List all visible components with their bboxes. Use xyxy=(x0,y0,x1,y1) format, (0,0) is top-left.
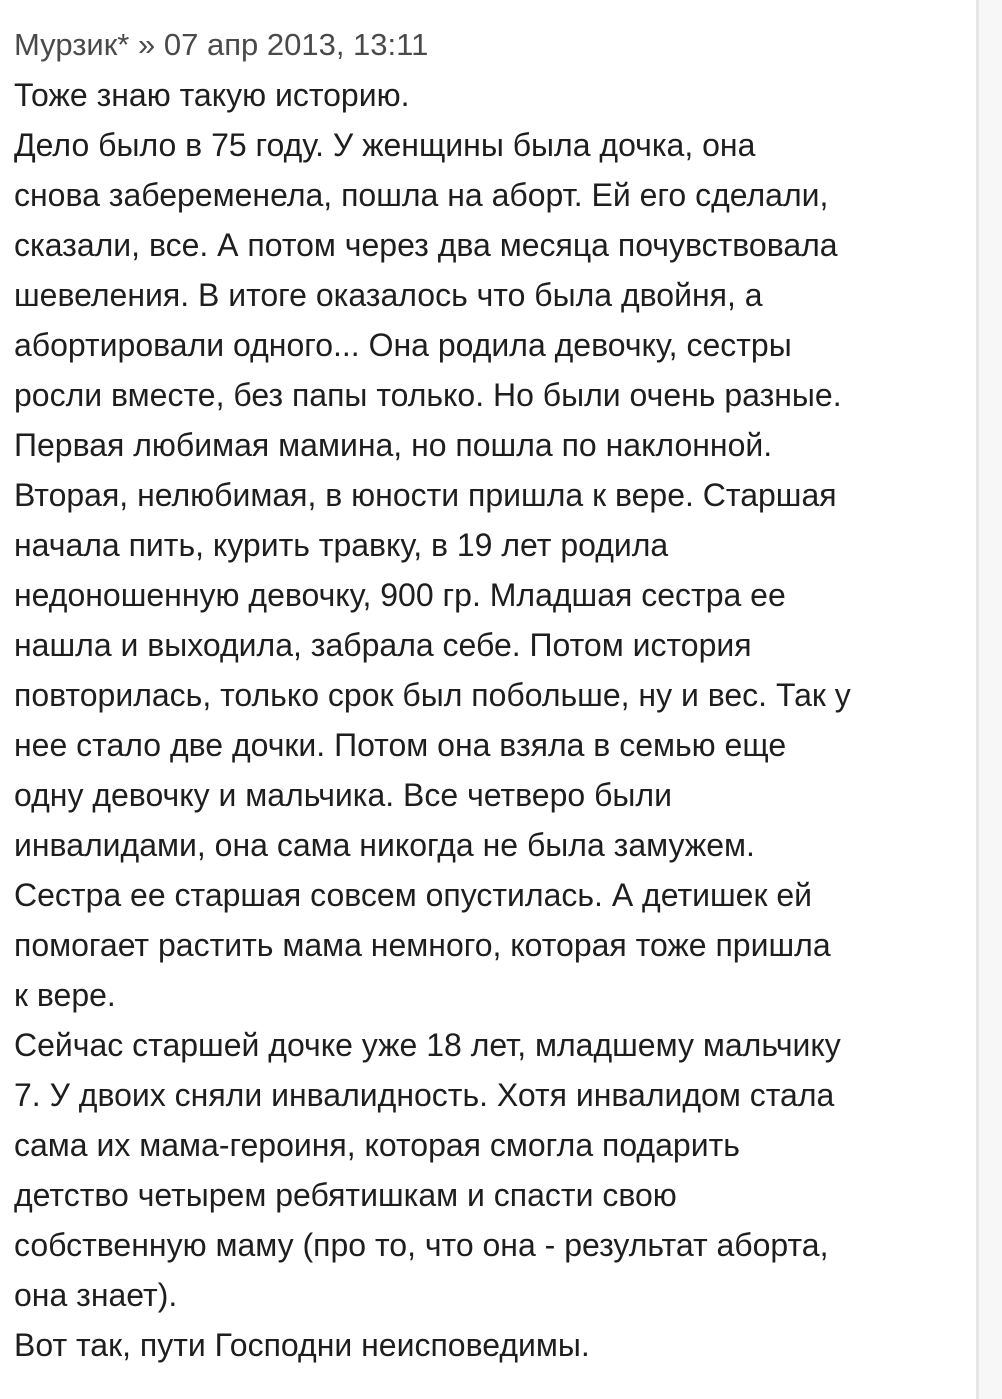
post-line: недоношенную девочку, 900 гр. Младшая сестра ее xyxy=(14,577,786,613)
post-line: собственную маму (про то, что она - результат аборта, xyxy=(14,1227,829,1263)
post-line: повторилась, только срок был побольше, ну и вес. Так у xyxy=(14,677,851,713)
post-header xyxy=(14,20,976,70)
post-line: 7. У двоих сняли инвалидность. Хотя инвалидом стала xyxy=(14,1077,835,1113)
post-line: она знает). xyxy=(14,1277,178,1313)
post-line: начала пить, курить травку, в 19 лет родила xyxy=(14,527,669,563)
post-line: нашла и выходила, забрала себе. Потом история xyxy=(14,627,752,663)
post-line: Первая любимая мамина, но пошла по наклонной. xyxy=(14,427,773,463)
post-line: инвалидами, она сама никогда не была замужем. xyxy=(14,827,755,863)
post-line: нее стало две дочки. Потом она взяла в семью еще xyxy=(14,727,787,763)
post-body xyxy=(14,70,976,1370)
post-line: сказали, все. А потом через два месяца почувствовала xyxy=(14,227,838,263)
post-date: 07 апр 2013, 13:11 xyxy=(163,27,429,62)
post-line: одну девочку и мальчика. Все четверо были xyxy=(14,777,672,813)
post-line: Дело было в 75 году. У женщины была дочка, она xyxy=(14,127,756,163)
page-gutter xyxy=(979,0,1002,1399)
post-line: Вот так, пути Господни неисповедимы. xyxy=(14,1327,590,1363)
post-line: Сестра ее старшая совсем опустилась. А детишек ей xyxy=(14,877,813,913)
post-line: к вере. xyxy=(14,977,116,1013)
post-line: абортировали одного... Она родила девочку, сестры xyxy=(14,327,792,363)
post-line: Сейчас старшей дочке уже 18 лет, младшему мальчику xyxy=(14,1027,841,1063)
post-line: Тоже знаю такую историю. xyxy=(14,77,410,113)
post-line: шевеления. В итоге оказалось что была двойня, а xyxy=(14,277,763,313)
post-author[interactable]: Мурзик* xyxy=(14,27,130,62)
post-line: сама их мама-героиня, которая смогла подарить xyxy=(14,1127,740,1163)
post-separator: » xyxy=(138,27,156,62)
post-line: росли вместе, без папы только. Но были очень разные. xyxy=(14,377,842,413)
post-line: детство четырем ребятишкам и спасти свою xyxy=(14,1177,677,1213)
post-line: снова забеременела, пошла на аборт. Ей его сделали, xyxy=(14,177,829,213)
post-line: Вторая, нелюбимая, в юности пришла к вере. Старшая xyxy=(14,477,837,513)
post-line: помогает растить мама немного, которая тоже пришла xyxy=(14,927,831,963)
